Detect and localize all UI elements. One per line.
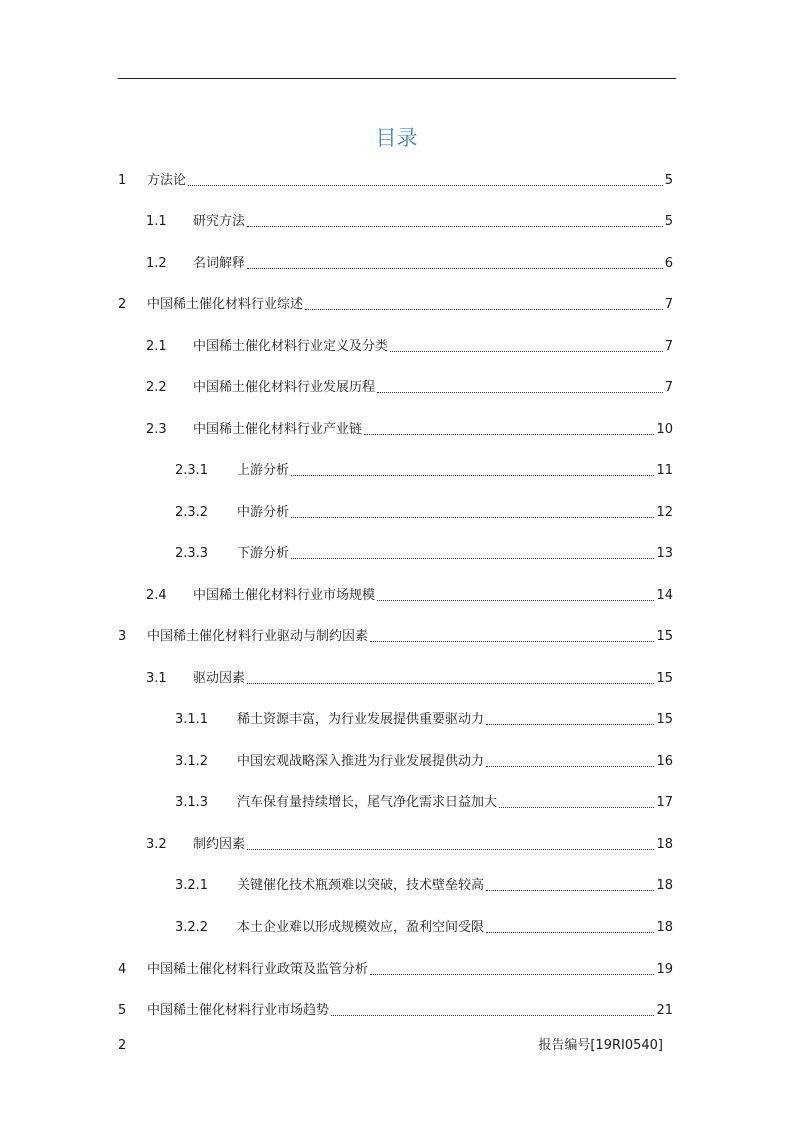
toc-entry-page: 17	[656, 795, 673, 810]
toc-entry[interactable]	[146, 586, 673, 606]
toc-entry-label: 中国稀土催化材料行业驱动与制约因素	[147, 629, 369, 644]
toc-entry[interactable]	[175, 918, 673, 938]
toc-leader-dots	[486, 724, 654, 725]
toc-entry-number: 3.1.1	[175, 712, 209, 727]
toc-leader-dots	[364, 434, 654, 435]
toc-leader-dots	[377, 392, 663, 393]
toc-leader-dots	[486, 890, 654, 891]
toc-entry-number: 2.1	[146, 339, 167, 354]
toc-entry-page: 10	[656, 422, 673, 437]
toc-leader-dots	[247, 849, 654, 850]
toc-entry-label: 汽车保有量持续增长，尾气净化需求日益加大	[237, 795, 498, 810]
toc-entry-number: 1.2	[146, 256, 167, 271]
toc-entry-page: 7	[664, 297, 673, 312]
toc-leader-dots	[377, 600, 654, 601]
toc-leader-dots	[305, 309, 663, 310]
toc-entry-page: 13	[656, 546, 673, 561]
toc-entry-page: 18	[656, 878, 673, 893]
toc-entry-label: 中国稀土催化材料行业产业链	[193, 422, 363, 437]
toc-entry-label: 制约因素	[193, 837, 246, 852]
toc-entry-number: 3	[118, 629, 127, 644]
toc-title: 目录	[375, 126, 418, 150]
toc-entry-label: 中国稀土催化材料行业定义及分类	[193, 339, 389, 354]
toc-entry-label: 中国稀土催化材料行业综述	[147, 297, 304, 312]
toc-entry-label: 中国宏观战略深入推进为行业发展提供动力	[237, 754, 485, 769]
toc-leader-dots	[390, 351, 663, 352]
toc-entry[interactable]	[146, 337, 673, 357]
toc-entry-label: 稀土资源丰富，为行业发展提供重要驱动力	[237, 712, 485, 727]
toc-entry[interactable]	[175, 752, 673, 772]
toc-entry[interactable]	[146, 420, 673, 440]
toc-entry-label: 方法论	[147, 173, 187, 188]
toc-entry-page: 15	[656, 629, 673, 644]
toc-entry-label: 上游分析	[237, 463, 290, 478]
toc-entry-page: 7	[664, 339, 673, 354]
toc-entry-label: 中游分析	[237, 505, 290, 520]
footer-report-id: 报告编号[19RI0540]	[538, 1038, 663, 1053]
toc-leader-dots	[291, 558, 654, 559]
toc-entry-number: 2.4	[146, 588, 167, 603]
header-rule	[118, 78, 676, 79]
toc-entry-page: 6	[664, 256, 673, 271]
toc-leader-dots	[291, 517, 654, 518]
toc-entry[interactable]	[175, 544, 673, 564]
toc-leader-dots	[331, 1015, 654, 1016]
toc-entry-page: 11	[656, 463, 673, 478]
toc-entry[interactable]	[146, 378, 673, 398]
toc-leader-dots	[486, 932, 654, 933]
toc-entry-label: 中国稀土催化材料行业市场规模	[193, 588, 376, 603]
toc-entry-number: 2.3.2	[175, 505, 209, 520]
toc-entry-number: 3.2.2	[175, 920, 209, 935]
toc-entry-page: 18	[656, 920, 673, 935]
toc-entry[interactable]	[175, 793, 673, 813]
toc-entry-page: 21	[656, 1003, 673, 1018]
footer-page-number: 2	[118, 1038, 127, 1053]
toc-entry-number: 2.2	[146, 380, 167, 395]
toc-entry-page: 14	[656, 588, 673, 603]
toc-entry-page: 5	[664, 173, 673, 188]
toc-entry-number: 1	[118, 173, 127, 188]
toc-entry-number: 1.1	[146, 214, 167, 229]
toc-leader-dots	[499, 807, 654, 808]
toc-entry-number: 2.3	[146, 422, 167, 437]
toc-leader-dots	[247, 268, 663, 269]
toc-leader-dots	[291, 475, 654, 476]
toc-leader-dots	[370, 641, 654, 642]
toc-entry[interactable]	[175, 710, 673, 730]
toc-leader-dots	[247, 683, 654, 684]
toc-entry-label: 研究方法	[193, 214, 246, 229]
toc-entry[interactable]	[175, 503, 673, 523]
toc-leader-dots	[486, 766, 654, 767]
toc-entry-number: 3.1.3	[175, 795, 209, 810]
toc-entry-number: 3.1.2	[175, 754, 209, 769]
toc-entry-label: 中国稀土催化材料行业发展历程	[193, 380, 376, 395]
toc-entry-page: 15	[656, 671, 673, 686]
toc-entry-number: 3.2.1	[175, 878, 209, 893]
toc-entry[interactable]	[146, 835, 673, 855]
toc-entry-page: 15	[656, 712, 673, 727]
toc-entry[interactable]	[146, 669, 673, 689]
toc-entry-number: 5	[118, 1003, 127, 1018]
toc-entry-label: 名词解释	[193, 256, 246, 271]
toc-entry-label: 下游分析	[237, 546, 290, 561]
toc-entry-number: 2	[118, 297, 127, 312]
toc-entry[interactable]	[118, 960, 673, 980]
toc-entry[interactable]	[118, 627, 673, 647]
toc-leader-dots	[247, 226, 663, 227]
toc-entry-number: 4	[118, 962, 127, 977]
toc-entry-page: 12	[656, 505, 673, 520]
toc-entry-label: 本土企业难以形成规模效应，盈利空间受限	[237, 920, 485, 935]
toc-entry[interactable]	[146, 254, 673, 274]
toc-entry-page: 7	[664, 380, 673, 395]
toc-entry-label: 中国稀土催化材料行业政策及监管分析	[147, 962, 369, 977]
toc-entry-page: 5	[664, 214, 673, 229]
toc-entry[interactable]	[175, 461, 673, 481]
toc-entry-number: 3.1	[146, 671, 167, 686]
toc-entry[interactable]	[118, 1001, 673, 1021]
toc-entry-number: 2.3.1	[175, 463, 209, 478]
toc-entry[interactable]	[175, 876, 673, 896]
toc-entry-label: 关键催化技术瓶颈难以突破，技术壁垒较高	[237, 878, 485, 893]
toc-entry-page: 18	[656, 837, 673, 852]
toc-leader-dots	[188, 185, 663, 186]
toc-entry[interactable]	[146, 212, 673, 232]
toc-leader-dots	[370, 974, 654, 975]
toc-entry[interactable]	[118, 295, 673, 315]
toc-entry[interactable]	[118, 171, 673, 191]
toc-entry-page: 16	[656, 754, 673, 769]
toc-entry-page: 19	[656, 962, 673, 977]
toc-entry-number: 2.3.3	[175, 546, 209, 561]
toc-entry-label: 中国稀土催化材料行业市场趋势	[147, 1003, 330, 1018]
toc-entry-label: 驱动因素	[193, 671, 246, 686]
toc-entry-number: 3.2	[146, 837, 167, 852]
